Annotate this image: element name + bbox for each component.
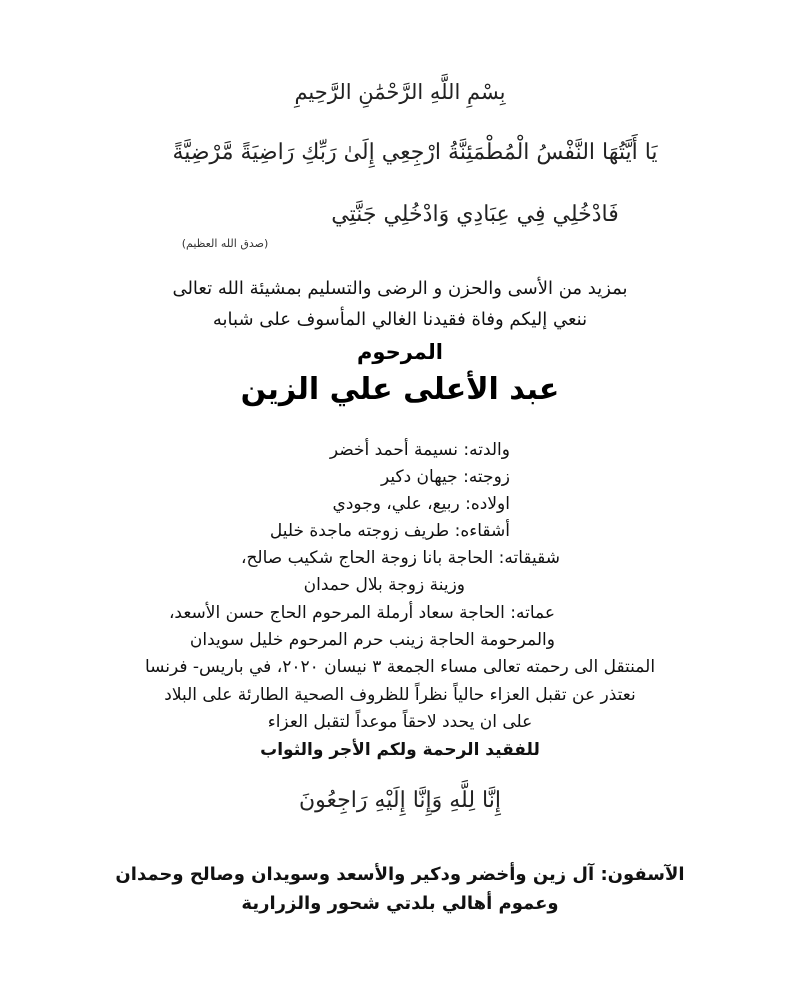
- deceased-title: المرحوم: [357, 340, 443, 364]
- brothers-line: أشقاءه: طريف زوجته ماجدة خليل: [269, 521, 510, 541]
- apology-line-2: على ان يحدد لاحقاً موعداً لتقبل العزاء: [267, 712, 533, 732]
- closing-verse: إِنَّا لِلَّهِ وَإِنَّا إِلَيْهِ رَاجِعُونَ: [299, 788, 501, 813]
- deceased-name: عبد الأعلى علي الزين: [240, 372, 560, 407]
- sisters-line-1: شقيقاته: الحاجة بانا زوجة الحاج شكيب صالح،: [240, 548, 560, 568]
- verse-line-2: فَادْخُلِي فِي عِبَادِي وَادْخُلِي جَنَّتِي: [331, 202, 619, 227]
- announcement-line-2: ننعي إليكم وفاة فقيدنا الغالي المأسوف على شبابه: [212, 309, 588, 330]
- aunts-line-1: عماته: الحاجة سعاد أرملة المرحوم الحاج حسن الأسعد،: [168, 603, 555, 623]
- sadaqa-note: (صدق الله العظيم): [181, 237, 269, 250]
- aunts-line-2: والمرحومة الحاجة زينب حرم المرحوم خليل سويدان: [189, 630, 555, 650]
- basmala: بِسْمِ اللَّهِ الرَّحْمَٰنِ الرَّحِيمِ: [294, 80, 506, 104]
- mourners-line-2: وعموم أهالي بلدتي شحور والزرارية: [241, 893, 559, 914]
- apology-line-1: نعتذر عن تقبل العزاء حالياً نظراً للظروف الصحية الطارئة على البلاد: [164, 685, 636, 705]
- mourners-line-1: الآسفون: آل زين وأخضر ودكير والأسعد وسويدان وصالح وحمدان: [115, 864, 685, 885]
- wife-line: زوجته: جيهان دكير: [380, 467, 510, 487]
- death-details: المنتقل الى رحمته تعالى مساء الجمعة ٣ نيسان ٢٠٢٠، في باريس- فرنسا: [144, 657, 656, 677]
- mother-line: والدته: نسيمة أحمد أخضر: [329, 440, 510, 460]
- verse-line-1: يَا أَيَّتُهَا النَّفْسُ الْمُطْمَئِنَّةُ ارْجِعِي إِلَىٰ رَبِّكِ رَاضِيَةً مَّرْضِيَّةً: [172, 140, 658, 165]
- announcement-line-1: بمزيد من الأسى والحزن و الرضى والتسليم بمشيئة الله تعالى: [172, 278, 628, 299]
- prayer-line: للفقيد الرحمة ولكم الأجر والثواب: [260, 740, 540, 760]
- sisters-line-2: وزينة زوجة بلال حمدان: [303, 575, 465, 595]
- children-line: اولاده: ربيع، علي، وجودي: [332, 494, 510, 514]
